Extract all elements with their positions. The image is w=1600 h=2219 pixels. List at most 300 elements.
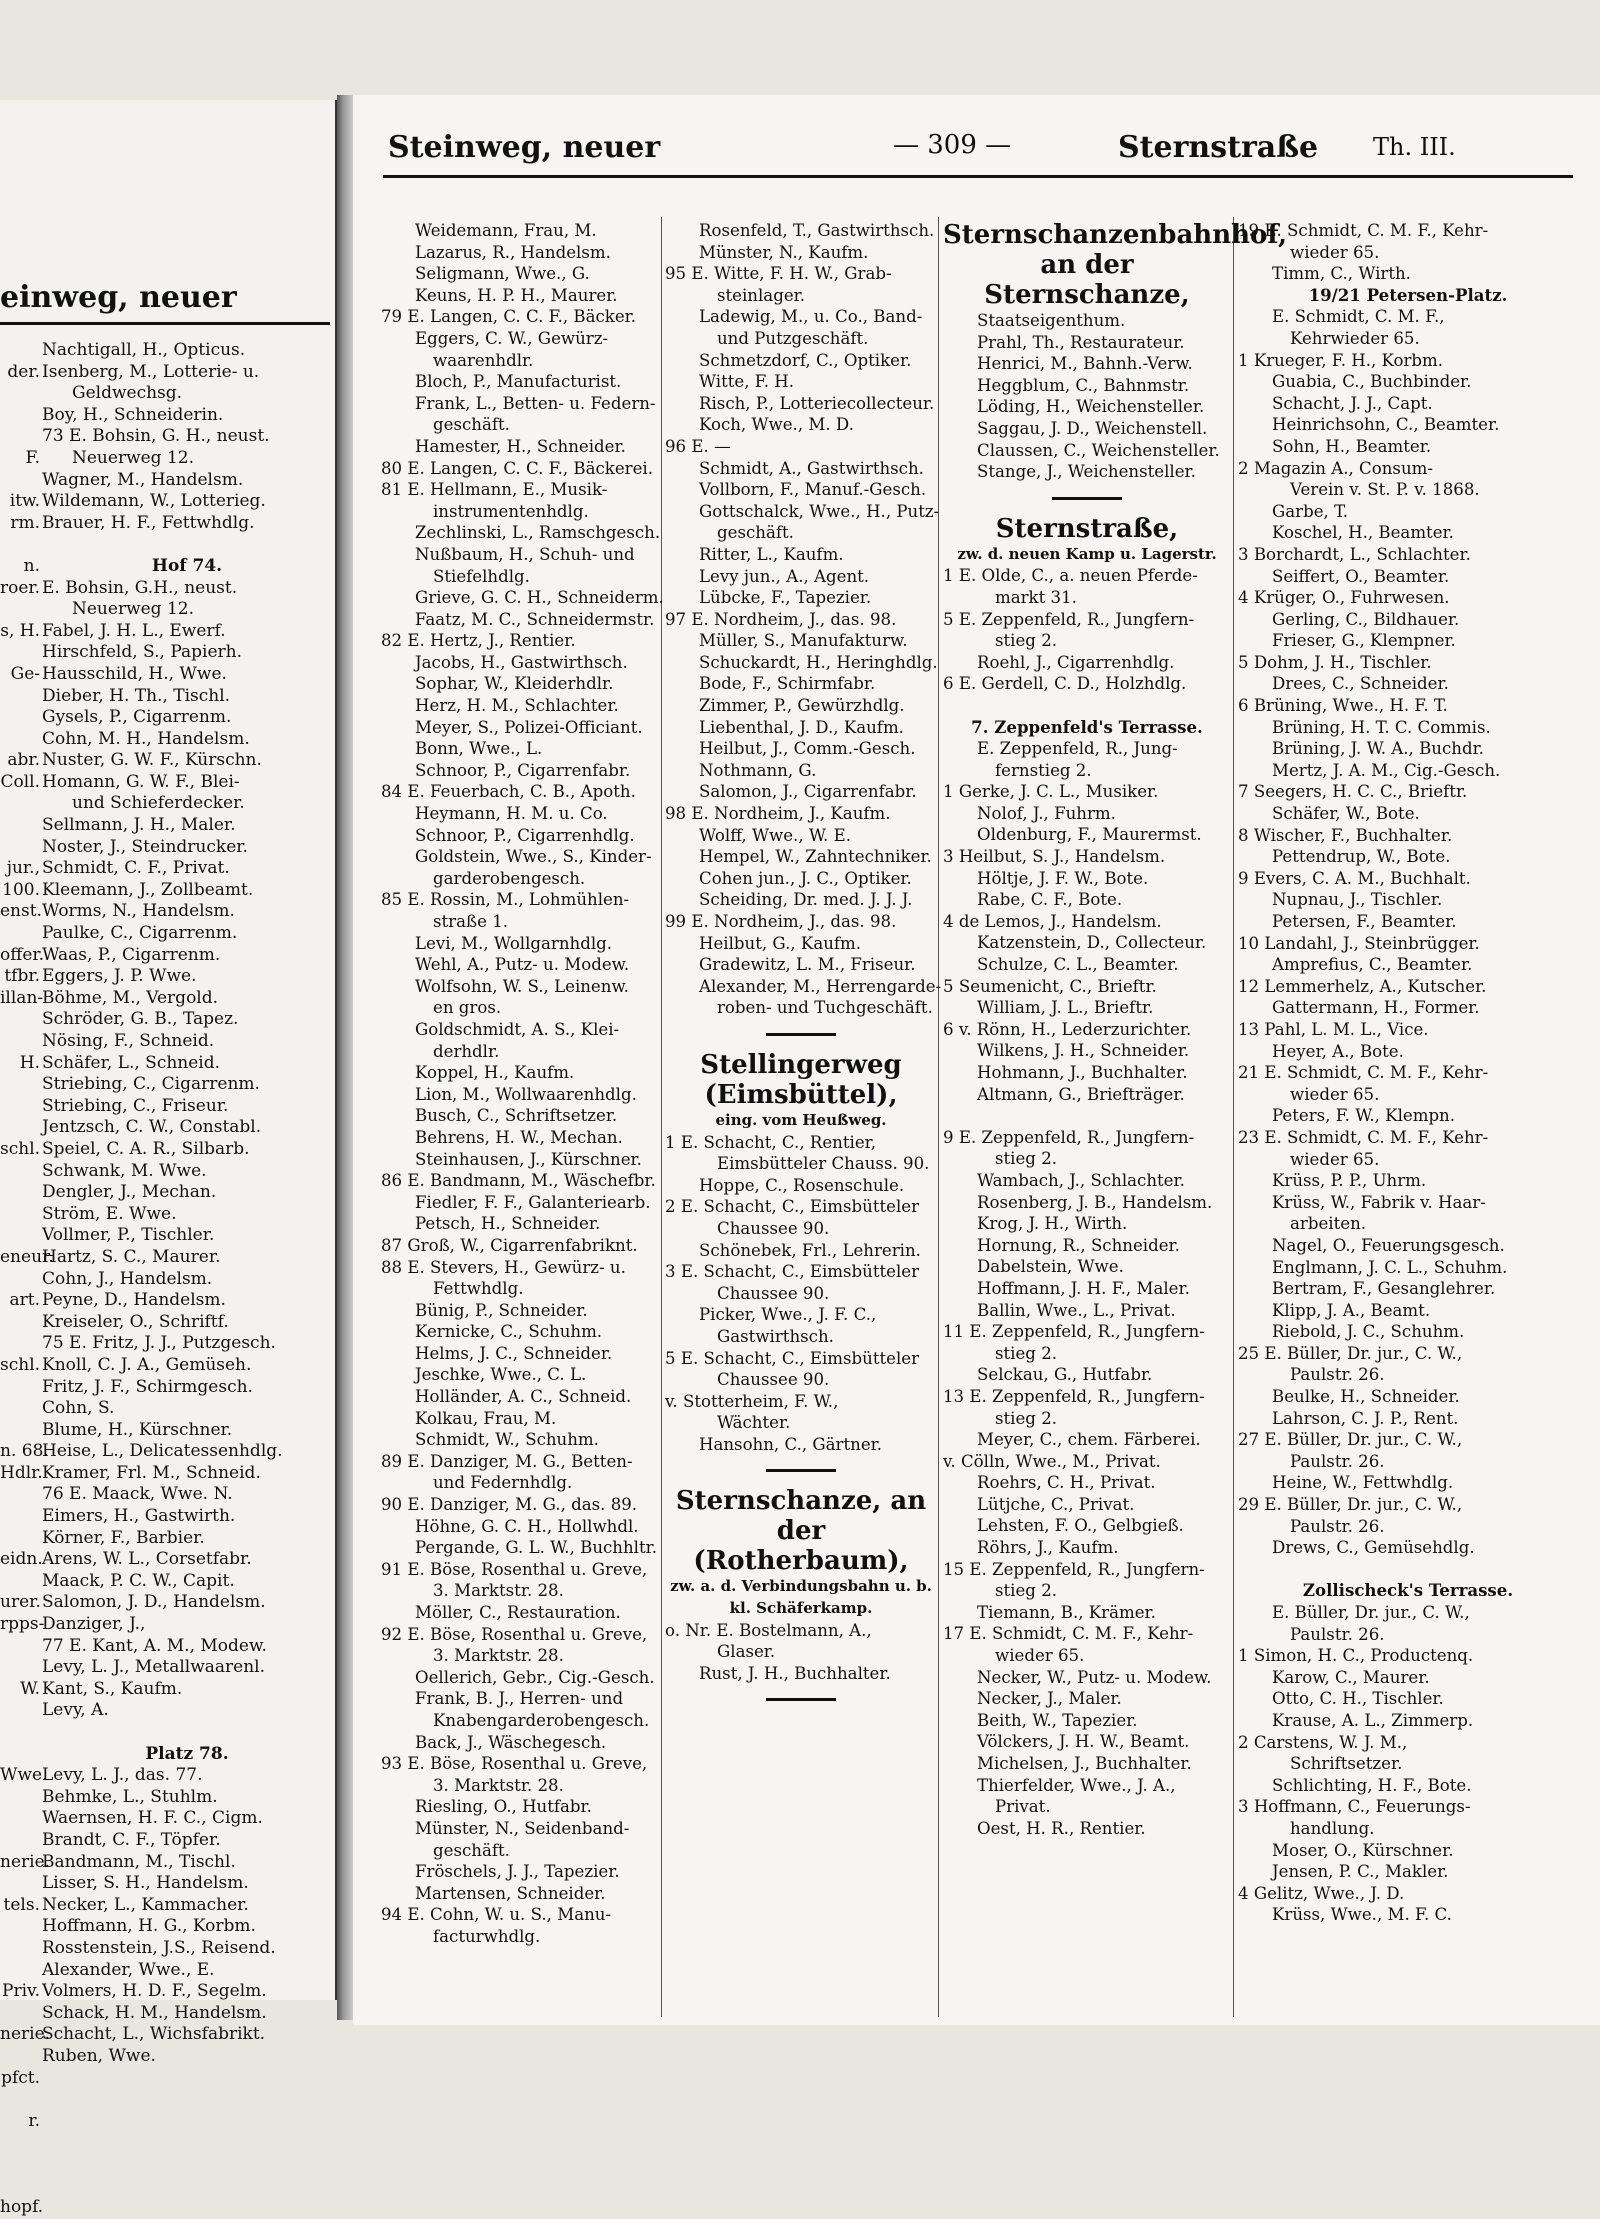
- left-entry-line: [42, 534, 332, 556]
- entry-line: 8 Wischer, F., Buchhalter.: [1238, 825, 1453, 845]
- entry-line: Löding, H., Weichensteller.: [977, 397, 1205, 417]
- left-entry-line: Kleemann, J., Zollbeamt.: [42, 879, 254, 900]
- left-entry-line: Knoll, C. J. A., Gemüseh.: [42, 1354, 252, 1375]
- section-heading: Stellingerweg (Eimsbüttel),: [700, 1049, 902, 1110]
- entry-line: Riebold, J. C., Schuhm.: [1272, 1322, 1465, 1342]
- margin-fragment: [0, 1787, 40, 1809]
- entry-line: Drees, C., Schneider.: [1272, 674, 1449, 694]
- section-subheading: zw. a. d. Verbindungsbahn u. b. kl. Schäferkamp.: [670, 1577, 932, 1618]
- left-entry-line: [42, 1722, 332, 1744]
- entry-line: Knabengarderobengesch.: [433, 1710, 650, 1730]
- entry-line: Garbe, T.: [1272, 501, 1348, 521]
- entry-line: Steinhausen, J., Kürschner.: [415, 1149, 642, 1169]
- entry-line: en gros.: [433, 998, 502, 1018]
- left-entry-line: Kreiseler, O., Schriftf.: [42, 1311, 229, 1332]
- left-entry-line: Gysels, P., Cigarrenm.: [42, 707, 232, 728]
- margin-fragment: [0, 1182, 40, 1204]
- entry-line: Wambach, J., Schlachter.: [977, 1170, 1185, 1190]
- left-entry-line: Necker, L., Kammacher.: [42, 1894, 249, 1915]
- margin-fragment: [0, 642, 40, 664]
- entry-line: Heggblum, C., Bahnmstr.: [977, 375, 1190, 395]
- margin-fragment: [0, 1744, 40, 1766]
- entry-line: stieg 2.: [995, 631, 1058, 651]
- margin-fragment: pfct.: [1, 2067, 40, 2088]
- left-entry-line: Danziger, J.,: [42, 1614, 146, 1635]
- entry-line: Gastwirthsch.: [717, 1326, 834, 1346]
- entry-line: 85 E. Rossin, M., Lohmühlen-: [381, 890, 630, 910]
- entry-line: Kolkau, Frau, M.: [415, 1408, 557, 1428]
- entry-line: 6 E. Gerdell, C. D., Holzhdlg.: [943, 674, 1187, 694]
- entry-line: Guabia, C., Buchbinder.: [1272, 372, 1472, 392]
- entry-line: wieder 65.: [1290, 1084, 1380, 1104]
- entry-line: Goldstein, Wwe., S., Kinder-: [415, 847, 652, 867]
- entry-line: Brüning, H. T. C. Commis.: [1272, 717, 1491, 737]
- entry-line: Völckers, J. H. W., Beamt.: [977, 1732, 1190, 1752]
- entry-line: garderobengesch.: [433, 868, 586, 888]
- margin-fragment: [0, 340, 40, 362]
- margin-fragment: [0, 1960, 40, 1982]
- entry-line: arbeiten.: [1290, 1214, 1367, 1234]
- left-entry-line: Homann, G. W. F., Blei-: [42, 771, 240, 792]
- entry-line: Brüning, J. W. A., Buchdr.: [1272, 739, 1484, 759]
- left-entry-line: Heise, L., Delicatessenhdlg.: [42, 1441, 283, 1462]
- entry-line: 21 E. Schmidt, C. M. F., Kehr-: [1238, 1063, 1489, 1083]
- entry-line: 96 E. —: [665, 436, 731, 456]
- entry-line: Alexander, M., Herrengarde-: [699, 976, 942, 996]
- entry-line: 84 E. Feuerbach, C. B., Apoth.: [381, 782, 636, 802]
- entry-line: Weidemann, Frau, M.: [415, 221, 597, 240]
- header-rule: [383, 175, 1573, 178]
- volume-label: Th. III.: [1373, 133, 1456, 161]
- margin-fragment: [0, 1938, 40, 1960]
- entry-line: 15 E. Zeppenfeld, R., Jungfern-: [943, 1559, 1205, 1579]
- margin-fragment: nerie.: [0, 1851, 51, 1872]
- entry-line: Schnoor, P., Cigarrenhdlg.: [415, 825, 635, 845]
- left-entry-line: Eimers, H., Gastwirth.: [42, 1506, 236, 1527]
- entry-line: Bonn, Wwe., L.: [415, 739, 543, 759]
- left-entry-line: und Schieferdecker.: [72, 793, 245, 814]
- entry-line: William, J. L., Brieftr.: [977, 998, 1154, 1018]
- entry-line: Lazarus, R., Handelsm.: [415, 242, 611, 262]
- entry-line: stieg 2.: [995, 1149, 1058, 1169]
- section-separator: [766, 1033, 836, 1036]
- left-header-rule: [0, 322, 330, 325]
- margin-fragment: [0, 1312, 40, 1334]
- entry-line: 2 Carstens, W. J. M.,: [1238, 1732, 1408, 1752]
- entry-line: Rosenberg, J. B., Handelsm.: [977, 1192, 1213, 1212]
- left-entry-line: Alexander, Wwe., E.: [42, 1959, 215, 1980]
- entry-line: Faatz, M. C., Schneidermstr.: [415, 609, 655, 629]
- section-separator: [1052, 497, 1122, 500]
- margin-fragment: [0, 923, 40, 945]
- entry-line: Frank, L., Betten- u. Federn-: [415, 393, 656, 413]
- entry-line: steinlager.: [717, 285, 806, 305]
- entry-line: 93 E. Böse, Rosenthal u. Greve,: [381, 1754, 648, 1774]
- entry-line: Frieser, G., Klempner.: [1272, 631, 1456, 651]
- entry-line: [943, 695, 1231, 717]
- entry-line: Levi, M., Wollgarnhdlg.: [415, 933, 613, 953]
- entry-line: Pergande, G. L. W., Buchhltr.: [415, 1538, 658, 1558]
- entry-line: Münster, N., Kaufm.: [699, 242, 869, 262]
- entry-line: und Putzgeschäft.: [717, 328, 869, 348]
- entry-line: Zollischeck's Terrasse.: [1302, 1580, 1514, 1601]
- column-2: [665, 220, 942, 1715]
- entry-line: 80 E. Langen, C. C. F., Bäckerei.: [381, 458, 653, 478]
- left-entry-line: Brandt, C. F., Töpfer.: [42, 1829, 221, 1850]
- column-3: [943, 220, 1288, 1839]
- entry-line: 4 de Lemos, J., Handelsm.: [943, 911, 1162, 931]
- entry-line: Gottschalck, Wwe., H., Putz-: [699, 501, 940, 521]
- margin-fragment: [0, 2089, 40, 2111]
- margin-fragment: [0, 1031, 40, 1053]
- margin-fragment: [0, 1225, 40, 1247]
- margin-fragment: [0, 1096, 40, 1118]
- margin-fragment: [0, 426, 40, 448]
- book-gutter: [337, 95, 353, 2020]
- entry-line: Holländer, A. C., Schneid.: [415, 1387, 632, 1407]
- left-entry-line: Wagner, M., Handelsm.: [42, 469, 244, 490]
- entry-line: Stiefelhdlg.: [433, 566, 530, 586]
- left-entry-line: Dieber, H. Th., Tischl.: [42, 685, 231, 706]
- entry-line: Eimsbütteler Chauss. 90.: [717, 1154, 930, 1174]
- entry-line: Chaussee 90.: [717, 1218, 830, 1238]
- margin-fragment: [0, 2175, 40, 2197]
- left-entry-line: 76 E. Maack, Wwe. N.: [42, 1484, 233, 1505]
- entry-line: 9 Evers, C. A. M., Buchhalt.: [1238, 868, 1471, 888]
- margin-fragment: tels.: [3, 1894, 40, 1915]
- margin-fragment: n.: [23, 555, 40, 576]
- left-entry-line: Hof 74.: [151, 555, 223, 576]
- margin-fragment: [0, 1808, 40, 1830]
- entry-line: 3 Borchardt, L., Schlachter.: [1238, 544, 1471, 564]
- entry-line: Behrens, H. W., Mechan.: [415, 1127, 623, 1147]
- entry-line: Ballin, Wwe., L., Privat.: [977, 1300, 1176, 1320]
- left-page: [0, 100, 337, 2218]
- entry-line: instrumentenhdlg.: [433, 501, 589, 521]
- entry-line: 10 Landahl, J., Steinbrügger.: [1238, 933, 1480, 953]
- entry-line: Eggers, C. W., Gewürz-: [415, 328, 609, 348]
- entry-line: 1 E. Schacht, C., Rentier,: [665, 1132, 877, 1152]
- entry-line: 86 E. Bandmann, M., Wäschefbr.: [381, 1171, 656, 1191]
- left-entry-line: Schmidt, C. F., Privat.: [42, 858, 230, 879]
- margin-fragment: [0, 2154, 40, 2176]
- entry-line: Paulstr. 26.: [1290, 1624, 1385, 1644]
- entry-line: Beulke, H., Schneider.: [1272, 1387, 1460, 1407]
- entry-line: Hohmann, J., Buchhalter.: [977, 1063, 1188, 1082]
- entry-line: Lion, M., Wollwaarenhdlg.: [415, 1084, 637, 1104]
- left-entry-line: Schäfer, L., Schneid.: [42, 1052, 221, 1073]
- entry-line: Wächter.: [717, 1413, 791, 1433]
- entry-line: Staatseigenthum.: [977, 311, 1126, 330]
- left-entry-line: Blume, H., Kürschner.: [42, 1419, 233, 1440]
- margin-fragment: [0, 1700, 40, 1722]
- margin-fragment: W.: [20, 1678, 40, 1699]
- left-entry-line: 77 E. Kant, A. M., Modew.: [42, 1635, 267, 1656]
- entry-line: Chaussee 90.: [717, 1283, 830, 1303]
- entry-line: Stange, J., Weichensteller.: [977, 462, 1196, 482]
- entry-line: 3. Marktstr. 28.: [433, 1581, 564, 1601]
- margin-fragment: [0, 1204, 40, 1226]
- margin-fragment: [0, 599, 40, 621]
- margin-fragment: [0, 815, 40, 837]
- entry-line: Busch, C., Schriftsetzer.: [415, 1106, 618, 1126]
- left-entry-line: Ruben, Wwe.: [42, 2045, 156, 2066]
- margin-fragment: [0, 470, 40, 492]
- margin-fragment: Hdlr.: [0, 1462, 43, 1483]
- entry-line: Oldenburg, F., Maurermst.: [977, 825, 1202, 845]
- margin-fragment: der.: [7, 361, 40, 382]
- left-entry-line: Cohn, J., Handelsm.: [42, 1268, 213, 1289]
- section-heading: Sternstraße,: [995, 513, 1179, 544]
- entry-line: Salomon, J., Cigarrenfabr.: [699, 782, 917, 802]
- left-entry-line: Nachtigall, H., Opticus.: [42, 340, 246, 360]
- margin-fragment: eneur.: [0, 1246, 54, 1267]
- entry-line: Tiemann, B., Krämer.: [977, 1602, 1156, 1622]
- left-entry-line: Hoffmann, H. G., Korbm.: [42, 1916, 256, 1937]
- margin-fragment: Wwe.: [0, 1765, 48, 1786]
- entry-line: 7. Zeppenfeld's Terrasse.: [971, 716, 1203, 737]
- entry-line: Privat.: [995, 1797, 1051, 1817]
- entry-line: v. Cölln, Wwe., M., Privat.: [943, 1451, 1161, 1471]
- entry-line: 90 E. Danziger, M. G., das. 89.: [381, 1495, 638, 1515]
- left-entry-line: Vollmer, P., Tischler.: [42, 1225, 215, 1246]
- entry-line: E. Schmidt, C. M. F.,: [1272, 307, 1445, 327]
- column-4: [1238, 220, 1578, 1926]
- entry-line: E. Zeppenfeld, R., Jung-: [977, 739, 1178, 759]
- margin-fragment: [0, 1873, 40, 1895]
- entry-line: 5 Dohm, J. H., Tischler.: [1238, 652, 1432, 672]
- entry-line: stieg 2.: [995, 1408, 1058, 1428]
- margin-fragment: [0, 2132, 40, 2154]
- left-entry-line: Waernsen, H. F. C., Cigm.: [42, 1808, 263, 1829]
- margin-fragment: [0, 1528, 40, 1550]
- entry-line: Roehrs, C. H., Privat.: [977, 1473, 1156, 1493]
- page-number: — 309 —: [893, 130, 1012, 160]
- entry-line: 4 Krüger, O., Fuhrwesen.: [1238, 588, 1450, 608]
- entry-line: 3 Heilbut, S. J., Handelsm.: [943, 847, 1166, 867]
- entry-line: 79 E. Langen, C. C. F., Bäcker.: [381, 307, 637, 327]
- entry-line: Moser, O., Kürschner.: [1272, 1840, 1454, 1860]
- entry-line: stieg 2.: [995, 1581, 1058, 1601]
- margin-fragment: Ge-: [10, 663, 40, 684]
- entry-line: [943, 1105, 1231, 1127]
- entry-line: 82 E. Hertz, J., Rentier.: [381, 631, 576, 651]
- margin-fragment: [0, 383, 40, 405]
- margin-fragment: [0, 686, 40, 708]
- entry-line: Schacht, J. J., Capt.: [1272, 393, 1433, 413]
- entry-line: Zechlinski, L., Ramschgesch.: [415, 523, 661, 543]
- entry-line: 19 E. Schmidt, C. M. F., Kehr-: [1238, 221, 1489, 240]
- entry-line: 92 E. Böse, Rosenthal u. Greve,: [381, 1624, 648, 1644]
- entry-line: Prahl, Th., Restaurateur.: [977, 332, 1185, 352]
- entry-line: Hempel, W., Zahntechniker.: [699, 847, 932, 867]
- left-entry-line: Striebing, C., Friseur.: [42, 1095, 229, 1116]
- left-entry-line: Arens, W. L., Corsetfabr.: [42, 1549, 252, 1570]
- entry-line: Rabe, C. F., Bote.: [977, 890, 1123, 910]
- left-entry-line: Behmke, L., Stuhlm.: [42, 1786, 218, 1807]
- entry-line: Kernicke, C., Schuhm.: [415, 1322, 603, 1342]
- margin-fragment: [0, 1484, 40, 1506]
- left-entry-line: Hirschfeld, S., Papierh.: [42, 642, 242, 663]
- entry-line: geschäft.: [717, 523, 794, 543]
- left-entry-line: Kramer, Frl. M., Schneid.: [42, 1462, 261, 1483]
- margin-fragment: itw.: [9, 491, 40, 512]
- entry-line: Koschel, H., Beamter.: [1272, 523, 1454, 543]
- entry-line: 4 Gelitz, Wwe., J. D.: [1238, 1883, 1405, 1903]
- margin-fragment: offer.: [0, 944, 45, 965]
- left-entry-line: Schwank, M. Wwe.: [42, 1160, 207, 1181]
- margin-fragment: s, H.: [0, 620, 40, 641]
- entry-line: geschäft.: [433, 415, 510, 435]
- entry-line: Thierfelder, Wwe., J. A.,: [977, 1775, 1176, 1795]
- entry-line: 88 E. Stevers, H., Gewürz- u.: [381, 1257, 626, 1277]
- entry-line: Münster, N., Seidenband-: [415, 1818, 630, 1838]
- section-heading: Sternschanzenbahnhof, an der Sternschanze,: [943, 220, 1288, 310]
- entry-line: 91 E. Böse, Rosenthal u. Greve,: [381, 1559, 648, 1579]
- section-subheading: zw. d. neuen Kamp u. Lagerstr.: [957, 544, 1217, 563]
- entry-line: Schulze, C. L., Beamter.: [977, 955, 1179, 975]
- margin-fragment: F.: [25, 447, 40, 468]
- entry-line: Grieve, G. C. H., Schneiderm.: [415, 588, 664, 608]
- left-entry-line: Nösing, F., Schneid.: [42, 1031, 215, 1051]
- entry-line: Schmidt, A., Gastwirthsch.: [699, 458, 924, 478]
- entry-line: Jacobs, H., Gastwirthsch.: [415, 652, 628, 672]
- entry-line: Otto, C. H., Tischler.: [1272, 1689, 1444, 1709]
- entry-line: Mertz, J. A. M., Cig.-Gesch.: [1272, 760, 1501, 780]
- entry-line: Liebenthal, J. D., Kaufm.: [699, 717, 904, 737]
- entry-line: Schönebek, Frl., Lehrerin.: [699, 1240, 921, 1260]
- entry-line: handlung.: [1290, 1818, 1375, 1838]
- entry-line: Petsch, H., Schneider.: [415, 1214, 601, 1234]
- margin-fragment: [0, 1398, 40, 1420]
- entry-line: Vollborn, F., Manuf.-Gesch.: [699, 480, 927, 500]
- margin-fragment: [0, 837, 40, 859]
- left-entry-line: Platz 78.: [145, 1743, 229, 1764]
- entry-line: Meyer, C., chem. Färberei.: [977, 1430, 1201, 1450]
- entry-line: Schäfer, W., Bote.: [1272, 804, 1420, 824]
- entry-line: Necker, J., Maler.: [977, 1689, 1122, 1709]
- entry-line: Krüss, W., Fabrik v. Haar-: [1272, 1192, 1486, 1212]
- left-entry-line: Schacht, L., Wichsfabrikt.: [42, 2024, 266, 2045]
- entry-line: 6 v. Rönn, H., Lederzurichter.: [943, 1019, 1192, 1039]
- entry-line: Henrici, M., Bahnh.-Verw.: [977, 354, 1193, 374]
- entry-line: 27 E. Büller, Dr. jur., C. W.,: [1238, 1430, 1463, 1450]
- margin-fragment: [0, 1074, 40, 1096]
- margin-fragment: [0, 2003, 40, 2025]
- left-entry-line: Jentzsch, C. W., Constabl.: [42, 1117, 262, 1138]
- entry-line: Karow, C., Maurer.: [1272, 1667, 1430, 1687]
- section-separator: [766, 1469, 836, 1472]
- entry-line: 19/21 Petersen-Platz.: [1308, 284, 1508, 305]
- margin-fragment: schl.: [0, 1138, 41, 1159]
- entry-line: 7 Seegers, H. C. C., Brieftr.: [1238, 782, 1468, 802]
- entry-line: 99 E. Nordheim, J., das. 98.: [665, 912, 897, 931]
- left-entry-line: Paulke, C., Cigarrenm.: [42, 923, 238, 944]
- margin-fragment: [0, 1377, 40, 1399]
- margin-fragment: [0, 1657, 40, 1679]
- entry-line: und Federnhdlg.: [433, 1473, 573, 1493]
- column-divider-3: [1233, 217, 1234, 2017]
- margin-fragment: schl.: [0, 1354, 41, 1375]
- margin-fragment: rm.: [10, 512, 40, 533]
- entry-line: Gattermann, H., Former.: [1272, 998, 1480, 1018]
- entry-line: 17 E. Schmidt, C. M. F., Kehr-: [943, 1624, 1194, 1644]
- entry-line: Bode, F., Schirmfabr.: [699, 674, 876, 694]
- left-entry-line: Kant, S., Kaufm.: [42, 1678, 183, 1699]
- entry-line: Röhrs, J., Kaufm.: [977, 1538, 1119, 1558]
- left-entry-line: Brauer, H. F., Fettwhdlg.: [42, 512, 255, 533]
- entry-line: 29 E. Büller, Dr. jur., C. W.,: [1238, 1495, 1463, 1515]
- entry-line: Paulstr. 26.: [1290, 1516, 1385, 1536]
- entry-line: 87 Groß, W., Cigarrenfabriknt.: [381, 1235, 638, 1255]
- entry-line: Heinrichsohn, C., Beamter.: [1272, 415, 1500, 435]
- left-entry-line: Rosstenstein, J.S., Reisend.: [42, 1937, 276, 1958]
- entry-line: Schriftsetzer.: [1290, 1754, 1403, 1774]
- entry-line: Necker, W., Putz- u. Modew.: [977, 1667, 1212, 1687]
- entry-line: Riesling, O., Hutfabr.: [415, 1797, 592, 1817]
- entry-line: wieder 65.: [1290, 242, 1380, 262]
- entry-line: Schuckardt, H., Heringhdlg.: [699, 652, 938, 672]
- left-entry-line: Cohn, M. H., Handelsm.: [42, 728, 250, 749]
- left-entry-line: Waas, P., Cigarrenm.: [42, 944, 221, 965]
- entry-line: Lahrson, C. J. P., Rent.: [1272, 1408, 1459, 1428]
- left-entry-line: Speiel, C. A. R., Silbarb.: [42, 1138, 250, 1159]
- entry-line: Heilbut, G., Kaufm.: [699, 933, 862, 953]
- entry-line: 5 E. Zeppenfeld, R., Jungfern-: [943, 609, 1195, 629]
- margin-fragment: urer.: [0, 1592, 41, 1613]
- entry-line: 1 Simon, H. C., Productenq.: [1238, 1646, 1474, 1666]
- entry-line: Nußbaum, H., Schuh- und: [415, 544, 635, 564]
- entry-line: Nagel, O., Feuerungsgesch.: [1272, 1235, 1505, 1255]
- entry-line: Krause, A. L., Zimmerp.: [1272, 1710, 1474, 1730]
- entry-line: Seiffert, O., Beamter.: [1272, 566, 1450, 586]
- left-entry-line: Striebing, C., Cigarrenm.: [42, 1074, 260, 1095]
- entry-line: 5 Seumenicht, C., Brieftr.: [943, 976, 1157, 996]
- margin-fragment: [0, 1333, 40, 1355]
- entry-line: Fiedler, F. F., Galanteriearb.: [415, 1192, 651, 1212]
- entry-line: Picker, Wwe., J. F. C.,: [699, 1305, 877, 1325]
- margin-fragment: art.: [9, 1290, 40, 1311]
- entry-line: Peters, F. W., Klempn.: [1272, 1106, 1456, 1126]
- margin-fragment: Coll.: [0, 771, 40, 792]
- entry-line: markt 31.: [995, 587, 1077, 607]
- entry-line: Lehsten, F. O., Gelbgieß.: [977, 1516, 1184, 1536]
- left-entry-line: Böhme, M., Vergold.: [42, 987, 219, 1008]
- margin-fragment: [0, 534, 40, 556]
- entry-line: Wolfsohn, W. S., Leinenw.: [415, 976, 629, 996]
- entry-line: Levy jun., A., Agent.: [699, 566, 870, 586]
- entry-line: Keuns, H. P. H., Maurer.: [415, 285, 618, 305]
- margin-fragment: [0, 1161, 40, 1183]
- left-entry-line: Fabel, J. H. L., Ewerf.: [42, 620, 226, 641]
- entry-line: Schnoor, P., Cigarrenfabr.: [415, 760, 631, 780]
- margin-fragment: jur.,: [6, 858, 40, 879]
- left-entry-line: Neuerweg 12.: [72, 599, 195, 620]
- entry-line: Krüss, Wwe., M. F. C.: [1272, 1905, 1452, 1925]
- left-entry-line: Geldwechsg.: [72, 383, 183, 404]
- margin-fragment: illan-: [0, 987, 44, 1008]
- left-entry-line: Körner, F., Barbier.: [42, 1527, 205, 1548]
- left-entry-line: 73 E. Bohsin, G. H., neust.: [42, 426, 270, 447]
- left-entry-line: Neuerweg 12.: [72, 447, 195, 468]
- left-entry-line: Lisser, S. H., Handelsm.: [42, 1873, 249, 1894]
- column-1: [381, 220, 664, 1948]
- entry-line: Michelsen, J., Buchhalter.: [977, 1754, 1192, 1773]
- entry-line: 5 E. Schacht, C., Eimsbütteler: [665, 1348, 920, 1368]
- entry-line: Glaser.: [717, 1642, 776, 1662]
- entry-line: Oest, H. R., Rentier.: [977, 1818, 1146, 1838]
- entry-line: Seligmann, Wwe., G.: [415, 264, 590, 284]
